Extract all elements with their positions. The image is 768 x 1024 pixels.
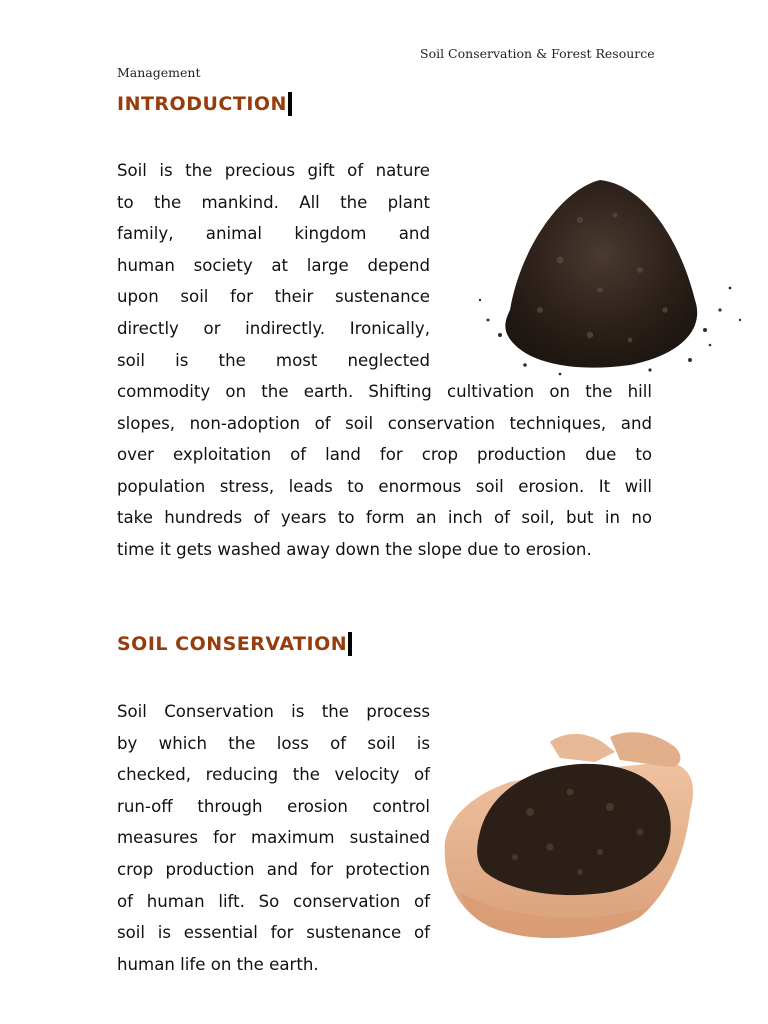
paragraph-line: soil is essential for sustenance of: [117, 923, 430, 943]
paragraph-line: over exploitation of land for crop production due to: [117, 445, 652, 465]
soil-conservation-heading: [117, 632, 352, 656]
introduction-paragraph-full: [117, 376, 652, 566]
paragraph-line: checked, reducing the velocity of: [117, 765, 430, 785]
paragraph-line: to the mankind. All the plant: [117, 192, 430, 212]
paragraph-line: population stress, leads to enormous soil erosion. It will: [117, 476, 652, 496]
paragraph-line: human life on the earth.: [117, 954, 319, 974]
header-title-line1: Soil Conservation & Forest Resource: [420, 46, 655, 61]
hands-holding-soil-image: [440, 722, 702, 948]
paragraph-line: directly or indirectly. Ironically,: [117, 318, 430, 338]
text-cursor: [288, 92, 292, 116]
paragraph-line: slopes, non-adoption of soil conservation techniques, and: [117, 413, 652, 433]
paragraph-line: measures for maximum sustained: [117, 828, 430, 848]
paragraph-line: upon soil for their sustenance: [117, 287, 430, 307]
paragraph-line: run-off through erosion control: [117, 796, 430, 816]
heading-text: SOIL CONSERVATION: [117, 633, 348, 655]
paragraph-line: family, animal kingdom and: [117, 224, 430, 244]
heading-text: INTRODUCTION: [117, 93, 287, 115]
header-title-line2: Management: [117, 65, 201, 80]
paragraph-line: of human lift. So conservation of: [117, 891, 430, 911]
paragraph-line: crop production and for protection: [117, 859, 430, 879]
introduction-paragraph-wrapped: [117, 155, 430, 376]
paragraph-line: time it gets washed away down the slope due to erosion.: [117, 539, 592, 559]
paragraph-line: Soil Conservation is the process: [117, 702, 430, 721]
paragraph-line: commodity on the earth. Shifting cultivation on the hill: [117, 382, 652, 401]
paragraph-line: human society at large depend: [117, 255, 430, 275]
paragraph-line: soil is the most neglected: [117, 350, 430, 370]
text-cursor: [348, 632, 352, 656]
paragraph-line: take hundreds of years to form an inch of soil, but in no: [117, 508, 652, 528]
paragraph-line: Soil is the precious gift of nature: [117, 161, 430, 180]
soil-pile-image: [440, 160, 758, 382]
soil-conservation-paragraph: [117, 696, 430, 980]
paragraph-line: by which the loss of soil is: [117, 733, 430, 753]
introduction-heading: [117, 92, 292, 116]
